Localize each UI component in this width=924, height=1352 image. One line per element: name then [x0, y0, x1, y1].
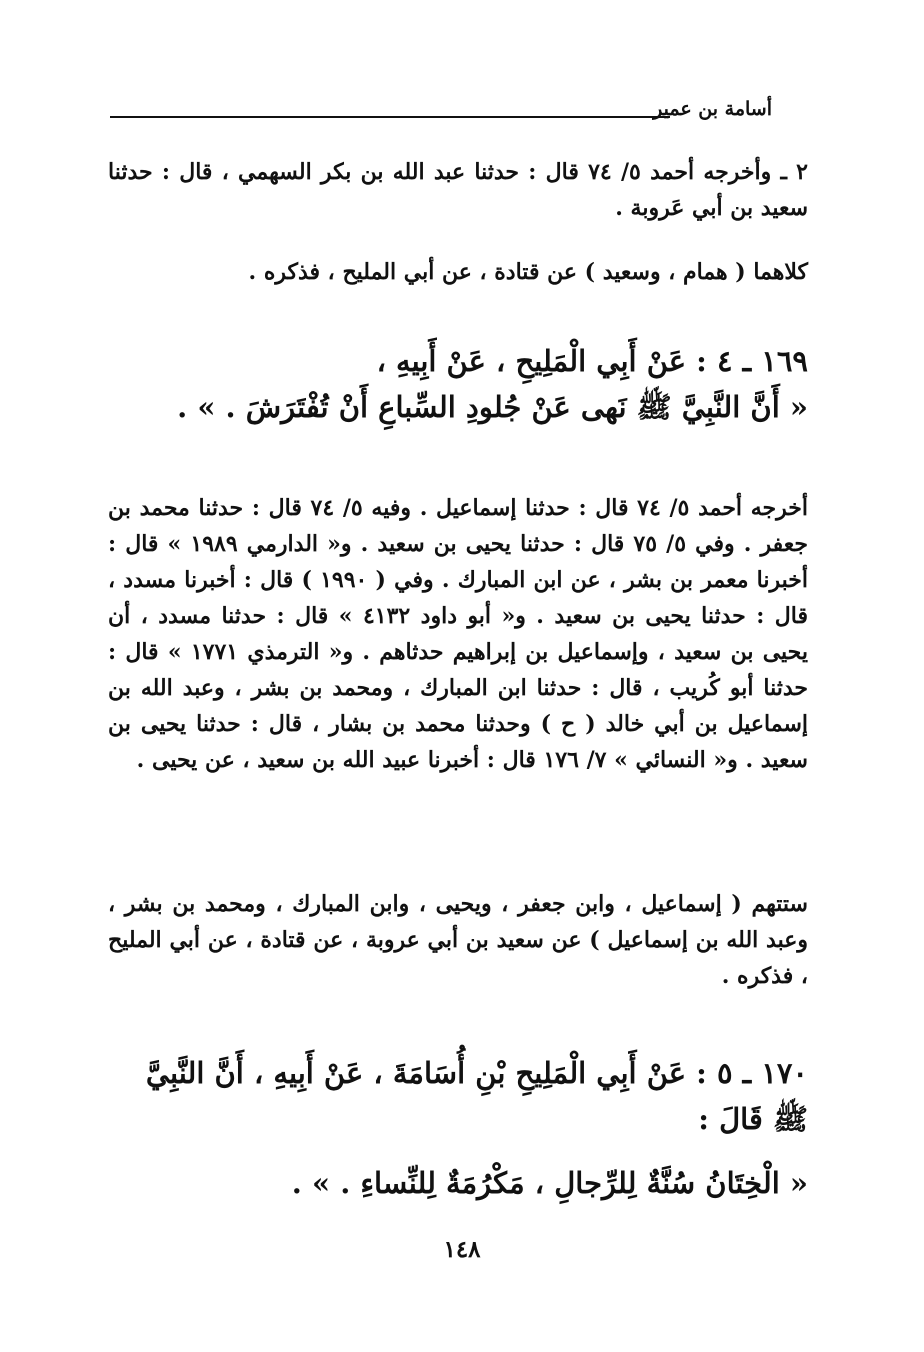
paragraph-takhrij-169: أخرجه أحمد ٥/ ٧٤ قال : حدثنا إسماعيل . وفيه ٥/ ٧٤ قال : حدثنا محمد بن جعفر . وفي ٥/ ٧٥ قال : حدثنا يحيى بن سعيد . و« الدارمي ١٩٨٩ » قال : أخبرنا معمر بن بشر ، عن ابن المبارك . وفي ( ١٩٩٠ ) قال : أخبرنا مسدد ، قال : حدثنا يحيى بن سعيد . و« أبو داود ٤١٣٢ » قال : حدثنا مسدد ، أن يحيى بن سعيد ، وإسماعيل بن إبراهيم حدثاهم . و« الترمذي ١٧٧١ » قال : حدثنا أبو كُريب ، قال : حدثنا ابن المبارك ، ومحمد بن بشر ، وعبد الله بن إسماعيل بن أبي خالد ( ح ) وحدثنا محمد بن بشار ، قال : حدثنا يحيى بن سعيد . و« النسائي » ٧/ ١٧٦ قال : أخبرنا عبيد الله بن سعيد ، عن يحيى . — [108, 495, 808, 773]
hadith-169-matn: « أَنَّ النَّبِيَّ ﷺ نَهى عَنْ جُلودِ السِّباعِ أَنْ تُفْتَرَشَ . » . — [177, 390, 808, 424]
header-title: أسامة بن عمير — [653, 98, 772, 120]
hadith-169-isnad: ١٦٩ ـ ٤ : عَنْ أَبِي الْمَلِيحِ ، عَنْ أَبِيهِ ، — [376, 344, 808, 378]
paragraph-summary-1: كلاهما ( همام ، وسعيد ) عن قتادة ، عن أبي المليح ، فذكره . — [248, 259, 808, 285]
running-header — [110, 92, 772, 132]
paragraph-source-2: ٢ ـ وأخرجه أحمد ٥/ ٧٤ قال : حدثنا عبد الله بن بكر السهمي ، قال : حدثنا سعيد بن أبي عَروبة . — [108, 159, 808, 221]
header-rule — [110, 116, 670, 118]
hadith-170-matn: « الْخِتَانُ سُنَّةٌ لِلرِّجالِ ، مَكْرُمَةٌ لِلنِّساءِ . » . — [291, 1166, 808, 1200]
hadith-170 — [108, 1050, 808, 1206]
hadith-169 — [108, 338, 808, 430]
paragraph-summary-2: ستتهم ( إسماعيل ، وابن جعفر ، ويحيى ، وابن المبارك ، ومحمد بن بشر ، وعبد الله بن إسماعيل ) عن سعيد بن أبي عروبة ، عن قتادة ، عن أبي المليح ، فذكره . — [108, 891, 808, 989]
page-number: ١٤٨ — [443, 1236, 481, 1263]
hadith-170-isnad: ١٧٠ ـ ٥ : عَنْ أَبِي الْمَلِيحِ بْنِ أُسَامَةَ ، عَنْ أَبِيهِ ، أَنَّ النَّبِيَّ ﷺ قَالَ : — [145, 1056, 808, 1136]
